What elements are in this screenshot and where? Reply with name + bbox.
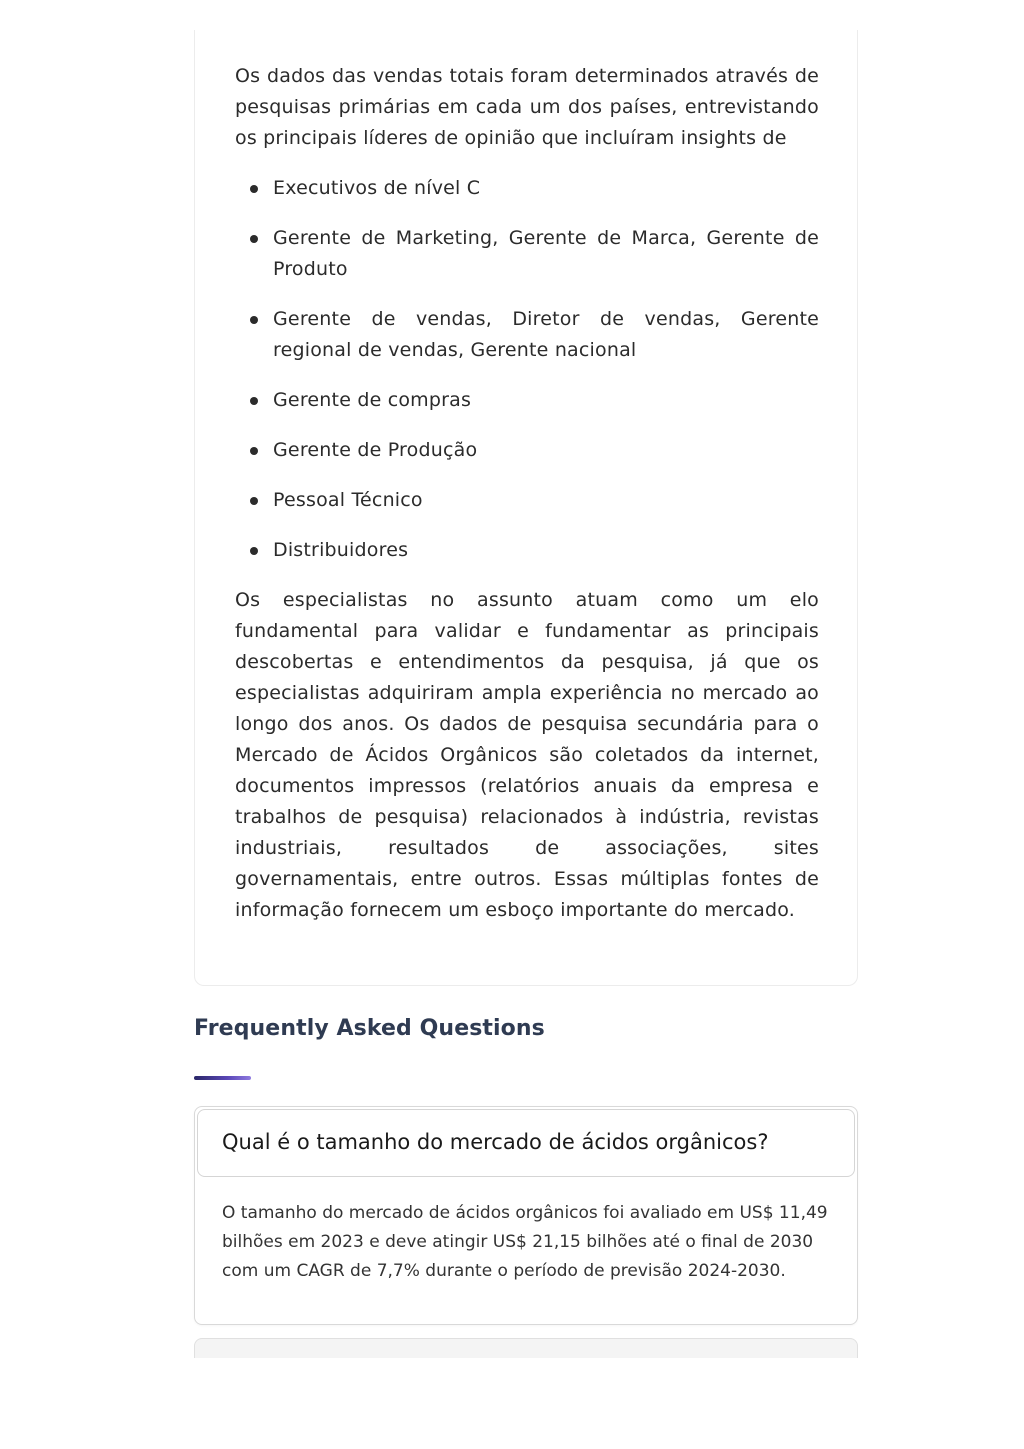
list-item — [235, 385, 819, 416]
faq-question-toggle[interactable]: Qual é o tamanho do mercado de ácidos orgânicos? — [197, 1109, 855, 1177]
methodology-conclusion: Os especialistas no assunto atuam como um elo fundamental para validar e fundamentar as principais descobertas e entendimentos da pesquisa, já que os especialistas adquiriram ampla experiência no mercado ao longo dos anos. Os dados de pesquisa secundária para o Mercado de Ácidos Orgânicos são coletados da internet, documentos impressos (relatórios anuais da empresa e trabalhos de pesquisa) relacionados à indústria, revistas industriais, resultados de associações, sites governamentais, entre outros. Essas múltiplas fontes de informação fornecem um esboço importante do mercado. — [235, 589, 819, 921]
list-item-label: Gerente de vendas, Diretor de vendas, Gerente regional de vendas, Gerente nacional — [273, 308, 819, 361]
bullet-icon — [250, 397, 258, 405]
faq-heading: Frequently Asked Questions — [194, 1016, 545, 1041]
bullet-icon — [250, 316, 258, 324]
bullet-icon — [250, 447, 258, 455]
faq-heading-underline — [194, 1076, 251, 1080]
bullet-icon — [250, 235, 258, 243]
list-item-label: Gerente de compras — [273, 389, 472, 411]
faq-item — [194, 1106, 858, 1325]
page-bottom-margin — [0, 1358, 1024, 1449]
methodology-card — [194, 30, 858, 986]
list-item — [235, 535, 819, 566]
bullet-icon — [250, 497, 258, 505]
list-item — [235, 304, 819, 366]
list-item-label: Gerente de Marketing, Gerente de Marca, Gerente de Produto — [273, 227, 819, 280]
list-item — [235, 435, 819, 466]
faq-answer: O tamanho do mercado de ácidos orgânicos foi avaliado em US$ 11,49 bilhões em 2023 e deve atingir US$ 21,15 bilhões até o final de 2030 com um CAGR de 7,7% durante o período de previsão 2024-2030. — [222, 1203, 828, 1281]
list-item-label: Pessoal Técnico — [273, 489, 423, 511]
bullet-icon — [250, 185, 258, 193]
list-item-label: Gerente de Produção — [273, 439, 478, 461]
bullet-icon — [250, 547, 258, 555]
methodology-body — [235, 61, 819, 926]
methodology-intro: Os dados das vendas totais foram determinados através de pesquisas primárias em cada um dos países, entrevistando os principais líderes de opinião que incluíram insights de — [235, 65, 819, 149]
list-item — [235, 173, 819, 204]
list-item — [235, 485, 819, 516]
list-item-label: Executivos de nível C — [273, 177, 481, 199]
list-item — [235, 223, 819, 285]
participant-list — [235, 173, 819, 566]
list-item-label: Distribuidores — [273, 539, 409, 561]
